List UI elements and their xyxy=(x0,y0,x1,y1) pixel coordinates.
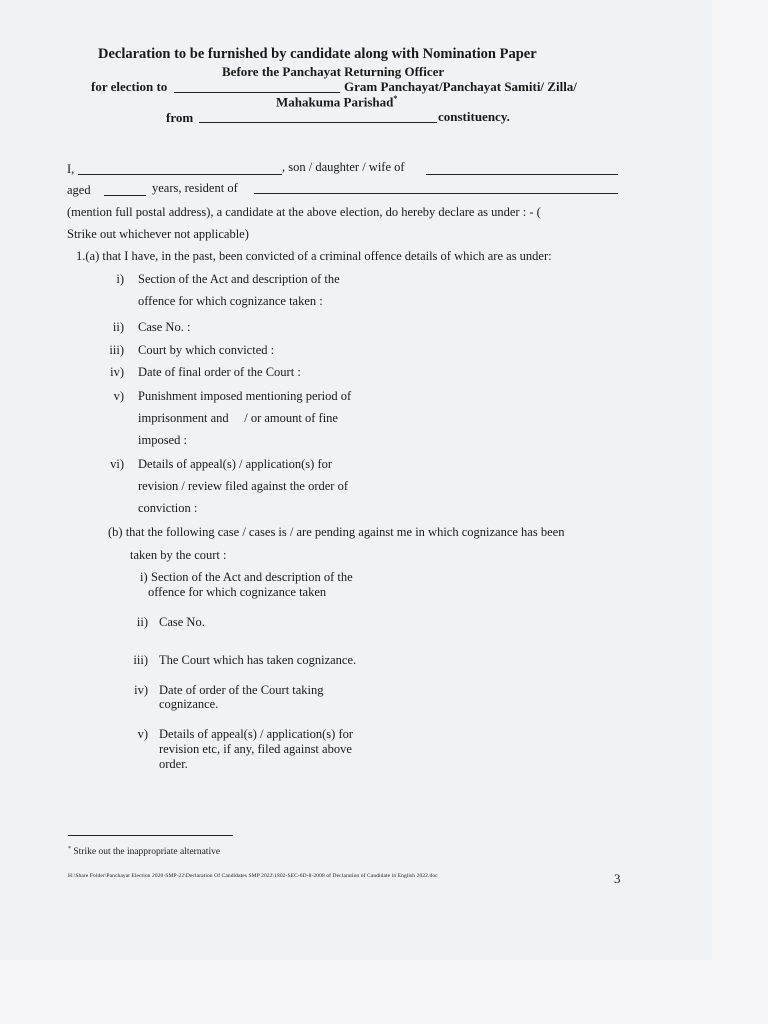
section-b-item-5-num: v) xyxy=(137,727,148,741)
section-a-item-6-line-1: Details of appeal(s) / application(s) for xyxy=(138,457,333,471)
header-asterisk: * xyxy=(393,94,398,103)
section-a-item-2-line-1: Case No. : xyxy=(138,320,191,334)
election-suffix-2-text: Mahakuma Parishad xyxy=(276,94,394,110)
document-title: Declaration to be furnished by candidate along with Nomination Paper xyxy=(98,46,537,62)
file-path: H:\Share Folder\Panchayat Election 2020-SMP-22\Declaration Of Candidates SMP 2022\1802-SEC-6D-8-2008 of Declaration of Candidate in English 2022.doc xyxy=(68,873,438,879)
section-a-item-6-num: vi) xyxy=(110,457,124,471)
section-a-item-6-line-3: conviction : xyxy=(138,501,198,515)
aged-label: aged xyxy=(67,183,91,197)
footnote-text: Strike out the inappropriate alternative xyxy=(73,847,221,858)
intro-line-4: Strike out whichever not applicable) xyxy=(67,227,249,241)
relation-label: , son / daughter / wife of xyxy=(282,160,405,174)
section-b-item-3-num: iii) xyxy=(133,653,148,667)
election-suffix-2 xyxy=(276,94,397,110)
section-a-item-6-line-2: revision / review filed against the order of xyxy=(138,479,348,493)
document-subtitle: Before the Panchayat Returning Officer xyxy=(222,64,445,79)
section-a-item-5-line-2: imprisonment and / or amount of fine xyxy=(138,411,338,425)
age-blank xyxy=(104,195,146,196)
section-b-item-1-line-1: Section of the Act and description of the xyxy=(151,570,353,584)
section-a-item-5-line-1: Punishment imposed mentioning period of xyxy=(138,389,352,403)
footnote xyxy=(68,846,220,857)
i-label: I, xyxy=(67,162,75,176)
election-name-blank xyxy=(174,92,340,93)
footnote-rule xyxy=(68,835,233,836)
section-b-heading-1: (b) that the following case / cases is / are pending against me in which cognizance has been xyxy=(108,525,565,539)
constituency-blank xyxy=(199,122,437,123)
years-label: years, resident of xyxy=(152,181,238,195)
section-a-item-5-line-3: imposed : xyxy=(138,433,187,447)
intro-line-3: (mention full postal address), a candidate at the above election, do hereby declare as under : - ( xyxy=(67,205,541,219)
section-b-item-5-line-3: order. xyxy=(159,757,188,771)
election-prefix: for election to xyxy=(91,79,168,94)
section-a-item-1-line-2: offence for which cognizance taken : xyxy=(138,294,323,308)
section-b-item-1-line-2: offence for which cognizance taken xyxy=(148,585,327,599)
section-b-item-2-line-1: Case No. xyxy=(159,615,205,629)
footnote-asterisk: * xyxy=(68,846,71,852)
election-suffix: Gram Panchayat/Panchayat Samiti/ Zilla/ xyxy=(344,79,577,94)
section-b-item-4-line-1: Date of order of the Court taking xyxy=(159,683,324,697)
candidate-name-blank xyxy=(78,174,282,175)
section-a-item-2-num: ii) xyxy=(112,320,124,334)
page-number: 3 xyxy=(614,871,621,886)
section-b-item-2-num: ii) xyxy=(136,615,148,629)
section-a-item-4-num: iv) xyxy=(110,365,124,379)
section-b-item-1-num: i) xyxy=(140,570,148,584)
section-b-item-3-line-1: The Court which has taken cognizance. xyxy=(159,653,357,667)
section-b-item-5-line-2: revision etc, if any, filed against above xyxy=(159,742,352,756)
section-a-item-3-num: iii) xyxy=(109,343,124,357)
section-b-item-5-line-1: Details of appeal(s) / application(s) for xyxy=(159,727,354,741)
section-b-item-4-line-2: cognizance. xyxy=(159,697,219,711)
section-a-item-1-num: i) xyxy=(116,272,124,286)
section-a-heading: 1.(a) that I have, in the past, been convicted of a criminal offence details of which are as under: xyxy=(76,249,552,263)
address-blank xyxy=(254,193,618,194)
from-label: from xyxy=(166,110,194,125)
section-b-item-4-num: iv) xyxy=(134,683,148,697)
section-a-item-4-line-1: Date of final order of the Court : xyxy=(138,365,301,379)
section-b-heading-2: taken by the court : xyxy=(130,548,227,562)
relative-name-blank xyxy=(426,174,618,175)
section-a-item-3-line-1: Court by which convicted : xyxy=(138,343,275,357)
section-a-item-5-num: v) xyxy=(113,389,124,403)
section-a-item-1-line-1: Section of the Act and description of the xyxy=(138,272,340,286)
constituency-label: constituency. xyxy=(438,109,510,124)
